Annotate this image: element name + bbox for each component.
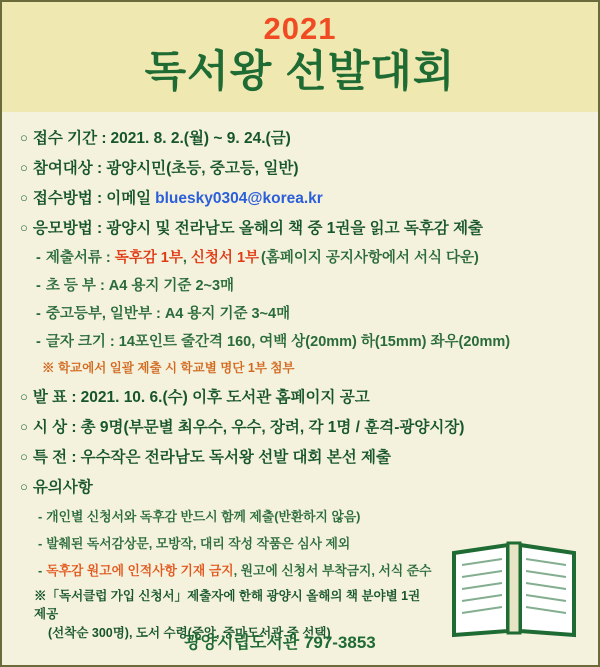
poster-header: [2, 2, 598, 112]
info-label: 시 상 :: [32, 418, 77, 436]
bullet-circle-icon: ○: [20, 219, 28, 235]
poster-year: 2021: [263, 11, 337, 46]
sub-row-format: [36, 330, 580, 351]
sub-emphasis-2: 신청서 1부: [190, 249, 260, 266]
info-value: 광양시민(초등, 중고등, 일반): [106, 159, 299, 177]
open-book-icon: [448, 535, 580, 643]
contact-info: 광양시립도서관 797-3853: [184, 633, 376, 652]
info-label: 접수 기간 :: [32, 129, 107, 147]
sub-suffix: (홈페이지 공지사항에서 서식 다운): [261, 249, 479, 266]
info-value: 2021. 10. 6.(수) 이후 도서관 홈페이지 공고: [80, 388, 370, 406]
info-value: 이메일: [106, 189, 152, 207]
sub-row-elementary: [36, 274, 580, 295]
caution-emphasis: 독후감 원고에 인적사항 기재 금지: [46, 562, 234, 578]
dash-icon: -: [36, 249, 41, 266]
club-note-line-1: ※「독서클럽 가입 신청서」제출자에 한해 광양시 올해의 책 분야별 1권 제공: [34, 588, 421, 622]
bullet-circle-icon: ○: [20, 129, 28, 145]
bullet-circle-icon: ○: [20, 418, 28, 434]
club-note-line-2: (선착순 300명), 도서 수령(중앙, 중마도서관 중 선택): [48, 626, 331, 641]
caution-text: 발췌된 독서감상문, 모방작, 대리 작성 작품은 심사 제외: [46, 535, 351, 551]
info-value: 총 9명(부문별 최우수, 우수, 장려, 각 1명 / 훈격-광양시장): [80, 418, 465, 436]
info-row-period: [20, 126, 580, 148]
caution-item-1: [38, 506, 580, 525]
info-label: 접수방법 :: [32, 189, 103, 207]
info-row-target: [20, 156, 580, 178]
info-value: 우수작은 전라남도 독서왕 선발 대회 본선 제출: [80, 448, 391, 466]
info-label: 참여대상 :: [32, 159, 103, 177]
sub-text: 초 등 부 : A4 용지 기준 2~3매: [45, 277, 235, 294]
caution-title: [20, 475, 580, 497]
bullet-circle-icon: ○: [20, 388, 28, 404]
school-note: ※ 학교에서 일괄 제출 시 학교별 명단 1부 첨부: [42, 360, 295, 375]
sub-text: 글자 크기 : 14포인트 줄간격 160, 여백 상(20mm) 하(15mm) 좌우(20mm): [45, 333, 511, 350]
info-row-award: [20, 415, 580, 437]
sub-separator: ,: [182, 249, 187, 266]
poster-title: 독서왕 선발대회: [144, 48, 456, 97]
info-value: 광양시 및 전라남도 올해의 책 중 1권을 읽고 독후감 제출: [106, 219, 484, 237]
dash-icon: -: [38, 535, 43, 551]
bullet-circle-icon: ○: [20, 159, 28, 175]
sub-text: 중고등부, 일반부 : A4 용지 기준 3~4매: [45, 305, 291, 322]
bullet-circle-icon: ○: [20, 189, 28, 205]
dash-icon: -: [38, 508, 43, 524]
info-label: 응모방법 :: [32, 219, 103, 237]
info-label: 특 전 :: [32, 448, 77, 466]
info-row-announce: [20, 385, 580, 407]
dash-icon: -: [36, 277, 41, 294]
sub-label: 제출서류 :: [45, 249, 111, 266]
dash-icon: -: [38, 562, 43, 578]
dash-icon: -: [36, 333, 41, 350]
email-address[interactable]: bluesky0304@korea.kr: [155, 189, 323, 207]
info-value: 2021. 8. 2.(월) ~ 9. 24.(금): [110, 129, 291, 147]
info-label: 발 표 :: [32, 388, 77, 406]
caution-title-label: 유의사항: [32, 478, 93, 496]
sub-emphasis-1: 독후감 1부: [114, 249, 183, 266]
info-row-method: [20, 186, 580, 208]
dash-icon: -: [36, 305, 41, 322]
info-row-benefit: [20, 445, 580, 467]
bullet-circle-icon: ○: [20, 478, 28, 494]
caution-text: , 원고에 신청서 부착금지, 서식 준수: [233, 562, 432, 578]
sub-row-middlehigh: [36, 302, 580, 323]
caution-text: 개인별 신청서와 독후감 반드시 함께 제출(반환하지 않음): [46, 508, 361, 524]
info-row-apply: [20, 216, 580, 238]
sub-row-documents: [36, 246, 580, 267]
bullet-circle-icon: ○: [20, 448, 28, 464]
